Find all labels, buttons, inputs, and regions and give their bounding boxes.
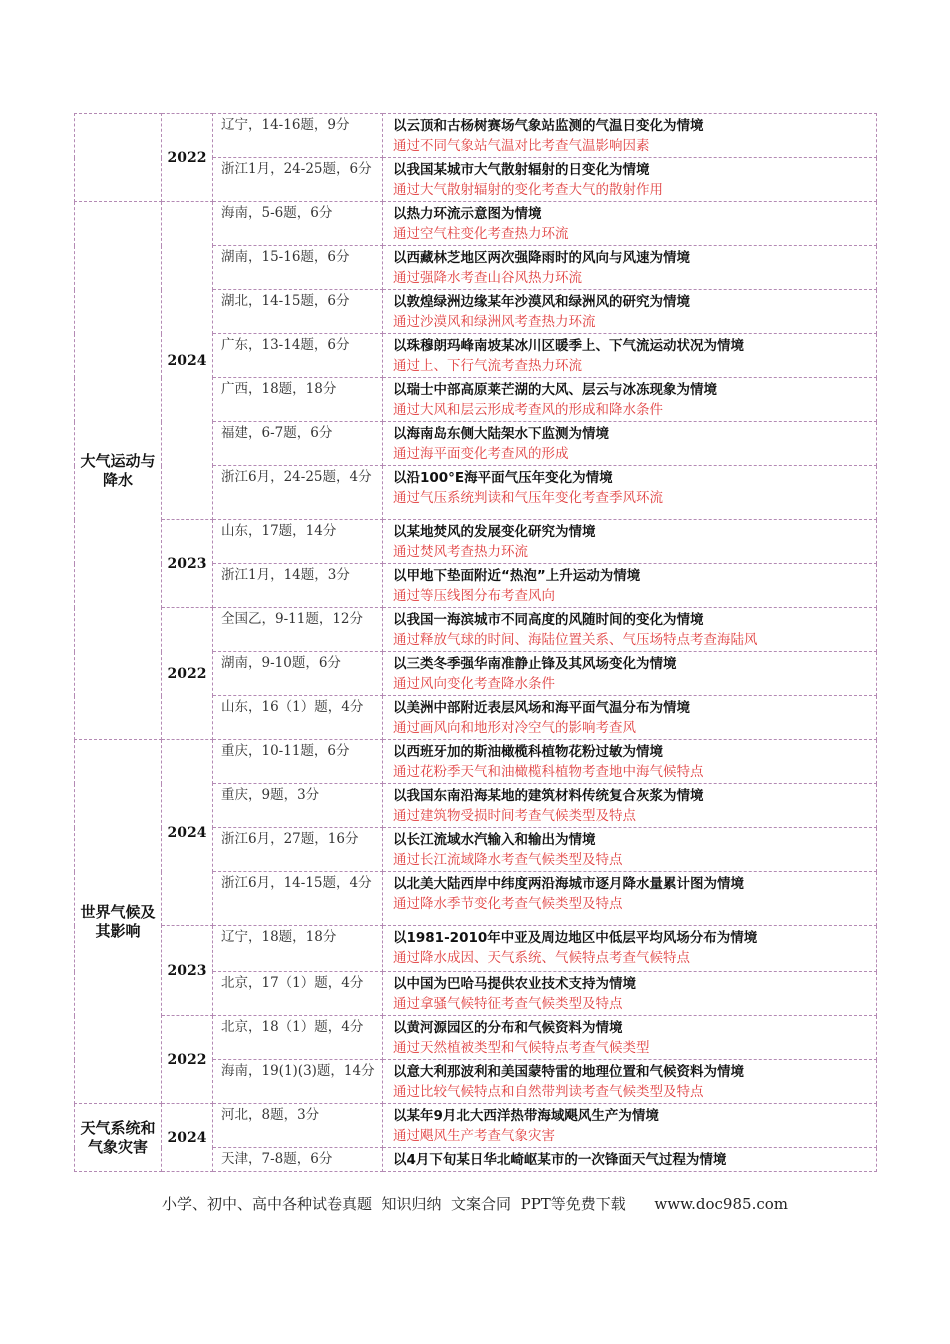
exam-point-text: 通过建筑物受损时间考查气候类型及特点 xyxy=(393,808,636,824)
source-cell: 辽宁，18题，18分 xyxy=(213,926,383,972)
source-cell: 北京，17（1）题，4分 xyxy=(213,972,383,1016)
description-cell xyxy=(383,740,877,784)
description-cell xyxy=(383,1148,877,1172)
source-cell: 福建，6-7题，6分 xyxy=(213,422,383,466)
context-text: 以三类冬季强华南准静止锋及其风场变化为情境 xyxy=(393,656,677,672)
context-text: 以西藏林芝地区两次强降雨时的风向与风速为情境 xyxy=(393,250,690,266)
context-text: 以某地焚风的发展变化研究为情境 xyxy=(393,524,596,540)
source-cell: 山东，16（1）题，4分 xyxy=(213,696,383,740)
topic-cell: 大气运动与降水 xyxy=(75,202,162,740)
context-text: 以我国某城市大气散射辐射的日变化为情境 xyxy=(393,162,650,178)
description-cell xyxy=(383,872,877,926)
table-row xyxy=(75,202,877,246)
year-cell: 2024 xyxy=(162,740,213,926)
source-cell: 重庆，9题，3分 xyxy=(213,784,383,828)
context-text: 以美洲中部附近表层风场和海平面气温分布为情境 xyxy=(393,700,690,716)
exam-point-text: 通过降水季节变化考查气候类型及特点 xyxy=(393,896,623,912)
source-cell: 浙江1月，24-25题，6分 xyxy=(213,158,383,202)
table-row xyxy=(75,1016,877,1060)
topic-cell: 世界气候及其影响 xyxy=(75,740,162,1104)
exam-point-text: 通过天然植被类型和气候特点考查气候类型 xyxy=(393,1040,650,1056)
exam-point-text: 通过大气散射辐射的变化考查大气的散射作用 xyxy=(393,182,663,198)
description-cell xyxy=(383,158,877,202)
source-cell: 辽宁，14-16题，9分 xyxy=(213,114,383,158)
table-row xyxy=(75,1104,877,1148)
year-cell: 2024 xyxy=(162,202,213,520)
exam-point-text: 通过不同气象站气温对比考查气温影响因素 xyxy=(393,138,650,154)
source-cell: 河北，8题，3分 xyxy=(213,1104,383,1148)
context-text: 以1981-2010年中亚及周边地区中低层平均风场分布为情境 xyxy=(393,930,758,946)
context-text: 以云顶和古杨树赛场气象站监测的气温日变化为情境 xyxy=(393,118,704,134)
source-cell: 浙江6月，14-15题，4分 xyxy=(213,872,383,926)
year-cell: 2023 xyxy=(162,926,213,1016)
source-cell: 重庆，10-11题，6分 xyxy=(213,740,383,784)
description-cell xyxy=(383,202,877,246)
description-cell xyxy=(383,334,877,378)
description-cell xyxy=(383,564,877,608)
source-cell: 广西，18题，18分 xyxy=(213,378,383,422)
description-cell xyxy=(383,972,877,1016)
source-cell: 湖南，9-10题，6分 xyxy=(213,652,383,696)
description-cell xyxy=(383,114,877,158)
exam-point-text: 通过比较气候特点和自然带判读考查气候类型及特点 xyxy=(393,1084,704,1100)
page-footer: 小学、初中、高中各种试卷真题 知识归纳 文案合同 PPT等免费下载 www.doc985.com xyxy=(161,1195,788,1213)
table-row xyxy=(75,740,877,784)
context-text: 以西班牙加的斯油橄榄科植物花粉过敏为情境 xyxy=(393,744,663,760)
context-text: 以我国一海滨城市不同高度的风随时间的变化为情境 xyxy=(393,612,704,628)
topic-cell-blank xyxy=(75,114,162,202)
exam-point-text: 通过花粉季天气和油橄榄科植物考查地中海气候特点 xyxy=(393,764,704,780)
exam-point-text: 通过空气柱变化考查热力环流 xyxy=(393,226,569,242)
context-text: 以黄河源园区的分布和气候资料为情境 xyxy=(393,1020,623,1036)
description-cell xyxy=(383,1104,877,1148)
exam-point-text: 通过大风和层云形成考查风的形成和降水条件 xyxy=(393,402,663,418)
context-text: 以甲地下垫面附近“热泡”上升运动为情境 xyxy=(393,568,641,584)
year-cell: 2022 xyxy=(162,114,213,202)
context-text: 以热力环流示意图为情境 xyxy=(393,206,542,222)
description-cell xyxy=(383,652,877,696)
context-text: 以沿100°E海平面气压年变化为情境 xyxy=(393,470,613,486)
exam-point-text: 通过飓风生产考查气象灾害 xyxy=(393,1128,555,1144)
exam-point-text: 通过焚风考查热力环流 xyxy=(393,544,528,560)
description-cell xyxy=(383,466,877,520)
table-row xyxy=(75,114,877,158)
year-cell: 2024 xyxy=(162,1104,213,1172)
exam-point-text: 通过画风向和地形对冷空气的影响考查风 xyxy=(393,720,636,736)
description-cell xyxy=(383,520,877,564)
source-cell: 浙江6月，27题，16分 xyxy=(213,828,383,872)
year-cell: 2022 xyxy=(162,1016,213,1104)
context-text: 以中国为巴哈马提供农业技术支持为情境 xyxy=(393,976,636,992)
exam-point-text: 通过风向变化考查降水条件 xyxy=(393,676,555,692)
context-text: 以北美大陆西岸中纬度两沿海城市逐月降水量累计图为情境 xyxy=(393,876,744,892)
source-cell: 浙江1月，14题，3分 xyxy=(213,564,383,608)
source-cell: 海南，19(1)(3)题，14分 xyxy=(213,1060,383,1104)
source-cell: 广东，13-14题，6分 xyxy=(213,334,383,378)
description-cell xyxy=(383,828,877,872)
exam-point-text: 通过强降水考查山谷风热力环流 xyxy=(393,270,582,286)
description-cell xyxy=(383,1060,877,1104)
source-cell: 北京，18（1）题，4分 xyxy=(213,1016,383,1060)
context-text: 以我国东南沿海某地的建筑材料传统复合灰浆为情境 xyxy=(393,788,704,804)
context-text: 以珠穆朗玛峰南坡某冰川区暖季上、下气流运动状况为情境 xyxy=(393,338,744,354)
source-cell: 山东，17题，14分 xyxy=(213,520,383,564)
source-cell: 天津，7-8题，6分 xyxy=(213,1148,383,1172)
description-cell xyxy=(383,608,877,652)
description-cell xyxy=(383,1016,877,1060)
source-cell: 全国乙，9-11题，12分 xyxy=(213,608,383,652)
exam-point-text: 通过拿骚气候特征考查气候类型及特点 xyxy=(393,996,623,1012)
context-text: 以长江流域水汽输入和输出为情境 xyxy=(393,832,596,848)
source-cell: 浙江6月，24-25题，4分 xyxy=(213,466,383,520)
context-text: 以瑞士中部高原莱芒湖的大风、层云与冰冻现象为情境 xyxy=(393,382,717,398)
context-text: 以敦煌绿洲边缘某年沙漠风和绿洲风的研究为情境 xyxy=(393,294,690,310)
exam-point-text: 通过长江流域降水考查气候类型及特点 xyxy=(393,852,623,868)
source-cell: 海南，5-6题，6分 xyxy=(213,202,383,246)
description-cell xyxy=(383,290,877,334)
description-cell xyxy=(383,784,877,828)
context-text: 以海南岛东侧大陆架水下监测为情境 xyxy=(393,426,609,442)
description-cell xyxy=(383,378,877,422)
topic-cell: 天气系统和气象灾害 xyxy=(75,1104,162,1172)
source-cell: 湖北，14-15题，6分 xyxy=(213,290,383,334)
description-cell xyxy=(383,696,877,740)
exam-point-text: 通过沙漠风和绿洲风考查热力环流 xyxy=(393,314,596,330)
exam-point-text: 通过释放气球的时间、海陆位置关系、气压场特点考查海陆风 xyxy=(393,632,758,648)
description-cell xyxy=(383,926,877,972)
context-text: 以某年9月北大西洋热带海域飓风生产为情境 xyxy=(393,1108,659,1124)
table-row xyxy=(75,926,877,972)
exam-point-text: 通过海平面变化考查风的形成 xyxy=(393,446,569,462)
description-cell xyxy=(383,422,877,466)
exam-point-text: 通过降水成因、天气系统、气候特点考查气候特点 xyxy=(393,950,690,966)
exam-topic-table xyxy=(74,113,877,1172)
exam-point-text: 通过等压线图分布考查风向 xyxy=(393,588,555,604)
table-row xyxy=(75,520,877,564)
table-row xyxy=(75,608,877,652)
year-cell: 2023 xyxy=(162,520,213,608)
exam-point-text: 通过气压系统判读和气压年变化考查季风环流 xyxy=(393,490,663,506)
context-text: 以4月下旬某日华北崎岖某市的一次锋面天气过程为情境 xyxy=(393,1152,727,1168)
context-text: 以意大利那波利和美国蒙特雷的地理位置和气候资料为情境 xyxy=(393,1064,744,1080)
description-cell xyxy=(383,246,877,290)
source-cell: 湖南，15-16题，6分 xyxy=(213,246,383,290)
year-cell: 2022 xyxy=(162,608,213,740)
exam-point-text: 通过上、下行气流考查热力环流 xyxy=(393,358,582,374)
